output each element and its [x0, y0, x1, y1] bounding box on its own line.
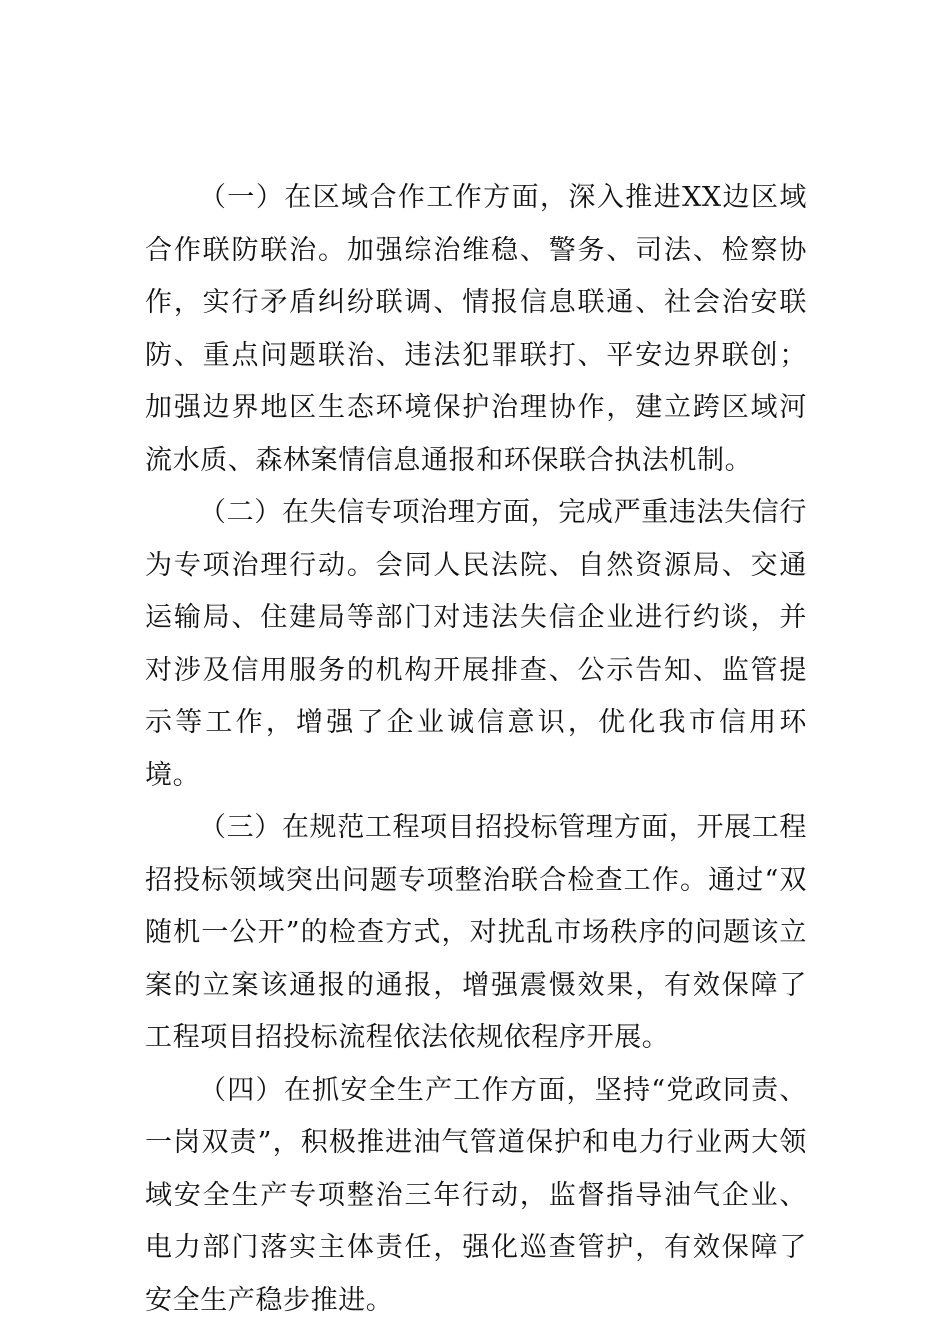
- document-body: [145, 172, 807, 1327]
- paragraph-bidding-management: （三）在规范工程项目招投标管理方面，开展工程招投标领域突出问题专项整治联合检查工作。通过“双随机一公开”的检查方式，对扰乱市场秩序的问题该立案的立案该通报的通报，增强震慑效果，有效保障了工程项目招投标流程依法依规依程序开展。: [145, 812, 807, 1053]
- paragraph-dishonesty-governance: （二）在失信专项治理方面，完成严重违法失信行为专项治理行动。会同人民法院、自然资源局、交通运输局、住建局等部门对违法失信企业进行约谈，并对涉及信用服务的机构开展排查、公示告知、监管提示等工作，增强了企业诚信意识，优化我市信用环境。: [145, 497, 807, 791]
- paragraph-regional-cooperation: （一）在区域合作工作方面，深入推进XX边区域合作联防联治。加强综治维稳、警务、司法、检察协作，实行矛盾纠纷联调、情报信息联通、社会治安联防、重点问题联治、违法犯罪联打、平安边界联创；加强边界地区生态环境保护治理协作，建立跨区域河流水质、森林案情信息通报和环保联合执法机制。: [145, 182, 807, 476]
- paragraph-safety-production: （四）在抓安全生产工作方面，坚持“党政同责、一岗双责”，积极推进油气管道保护和电力行业两大领域安全生产专项整治三年行动，监督指导油气企业、电力部门落实主体责任，强化巡查管护，有效保障了安全生产稳步推进。: [145, 1074, 807, 1316]
